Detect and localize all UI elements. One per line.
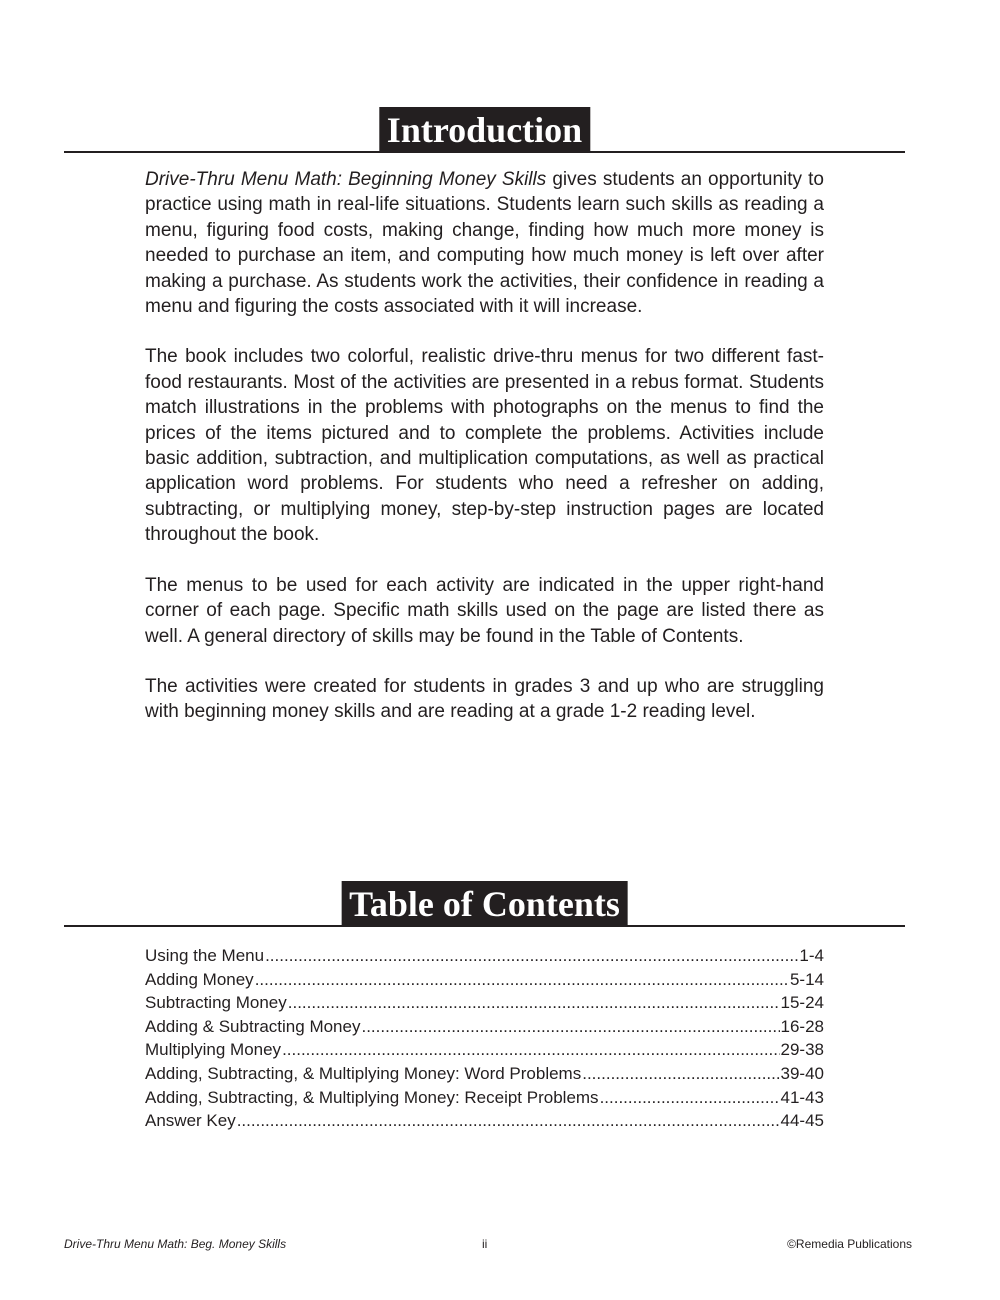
toc-entry bbox=[145, 1109, 824, 1133]
footer-page-number: ii bbox=[482, 1237, 488, 1251]
toc-entry-title: Adding, Subtracting, & Multiplying Money: Receipt Problems bbox=[145, 1087, 599, 1107]
toc-entry-pages: 5-14 bbox=[789, 969, 824, 989]
toc-list bbox=[145, 944, 824, 1133]
introduction-heading-bar bbox=[64, 103, 905, 153]
intro-paragraph-3: The menus to be used for each activity are indicated in the upper right-hand corner of each page. Specific math skills used on the page are listed there as well. A general directory of skills may be found in the Table of Contents. bbox=[145, 574, 824, 647]
introduction-body bbox=[145, 167, 824, 725]
book-title-italic: Drive-Thru Menu Math: Beginning Money Skills bbox=[145, 169, 547, 190]
introduction-heading: Introduction bbox=[379, 107, 590, 153]
toc-leader-dots bbox=[361, 1015, 779, 1039]
toc-leader-dots bbox=[288, 991, 780, 1015]
intro-paragraph-2: The book includes two colorful, realistic drive-thru menus for two different fast-food restaurants. Most of the activities are presented in a rebus format. Students match illustrations in the problems with photographs on the menus to find the prices of the items pictured and to complete the problems. Activities include basic addition, subtraction, and multiplication computations, as well as practical application word problems. For students who need a refresher on adding, subtracting, or multiplying money, step-by-step instruction pages are located throughout the book. bbox=[145, 346, 824, 546]
toc-entry-pages: 15-24 bbox=[780, 993, 824, 1013]
toc-entry bbox=[145, 944, 824, 968]
toc-entry-pages: 39-40 bbox=[780, 1063, 824, 1083]
toc-leader-dots bbox=[600, 1086, 780, 1110]
toc-leader-dots bbox=[237, 1109, 780, 1133]
toc-entry bbox=[145, 1086, 824, 1110]
toc-entry-title: Answer Key bbox=[145, 1111, 236, 1131]
toc-entry-title: Adding, Subtracting, & Multiplying Money: Word Problems bbox=[145, 1063, 582, 1083]
intro-paragraph-4: The activities were created for students in grades 3 and up who are struggling with beginning money skills and are reading at a grade 1-2 reading level. bbox=[145, 675, 824, 723]
toc-entry bbox=[145, 991, 824, 1015]
toc-heading-bar bbox=[64, 877, 905, 927]
toc-entry-pages: 29-38 bbox=[780, 1040, 824, 1060]
intro-paragraph-1-text: gives students an opportunity to practice using math in real-life situations. Students learn such skills as reading a menu, figuring food costs, making change, finding how much more money is needed to purchase an item, and computing how much money is left over after making a purchase. As students work the activities, their confidence in reading a menu and figuring the costs associated with it will increase. bbox=[145, 169, 824, 318]
toc-leader-dots bbox=[255, 968, 789, 992]
toc-entry-title: Subtracting Money bbox=[145, 993, 287, 1013]
toc-entry-title: Using the Menu bbox=[145, 946, 265, 965]
toc-entry-pages: 16-28 bbox=[780, 1016, 824, 1036]
toc-entry-pages: 44-45 bbox=[780, 1111, 824, 1131]
toc-entry-pages: 1-4 bbox=[799, 946, 824, 965]
toc-entry bbox=[145, 1062, 824, 1086]
toc-entry bbox=[145, 1038, 824, 1062]
toc-entry-title: Adding Money bbox=[145, 969, 254, 989]
footer-book-title: Drive-Thru Menu Math: Beg. Money Skills bbox=[64, 1237, 287, 1251]
toc-entry-title: Adding & Subtracting Money bbox=[145, 1016, 361, 1036]
toc-heading: Table of Contents bbox=[341, 881, 628, 927]
toc-entry-pages: 41-43 bbox=[780, 1087, 824, 1107]
toc-leader-dots bbox=[582, 1062, 779, 1086]
toc-entry bbox=[145, 1015, 824, 1039]
intro-paragraph-1 bbox=[145, 167, 824, 319]
toc-leader-dots bbox=[282, 1038, 779, 1062]
toc-entry bbox=[145, 968, 824, 992]
toc-entry-title: Multiplying Money bbox=[145, 1040, 282, 1060]
footer-copyright: ©Remedia Publications bbox=[787, 1237, 912, 1251]
toc-leader-dots bbox=[265, 944, 798, 968]
